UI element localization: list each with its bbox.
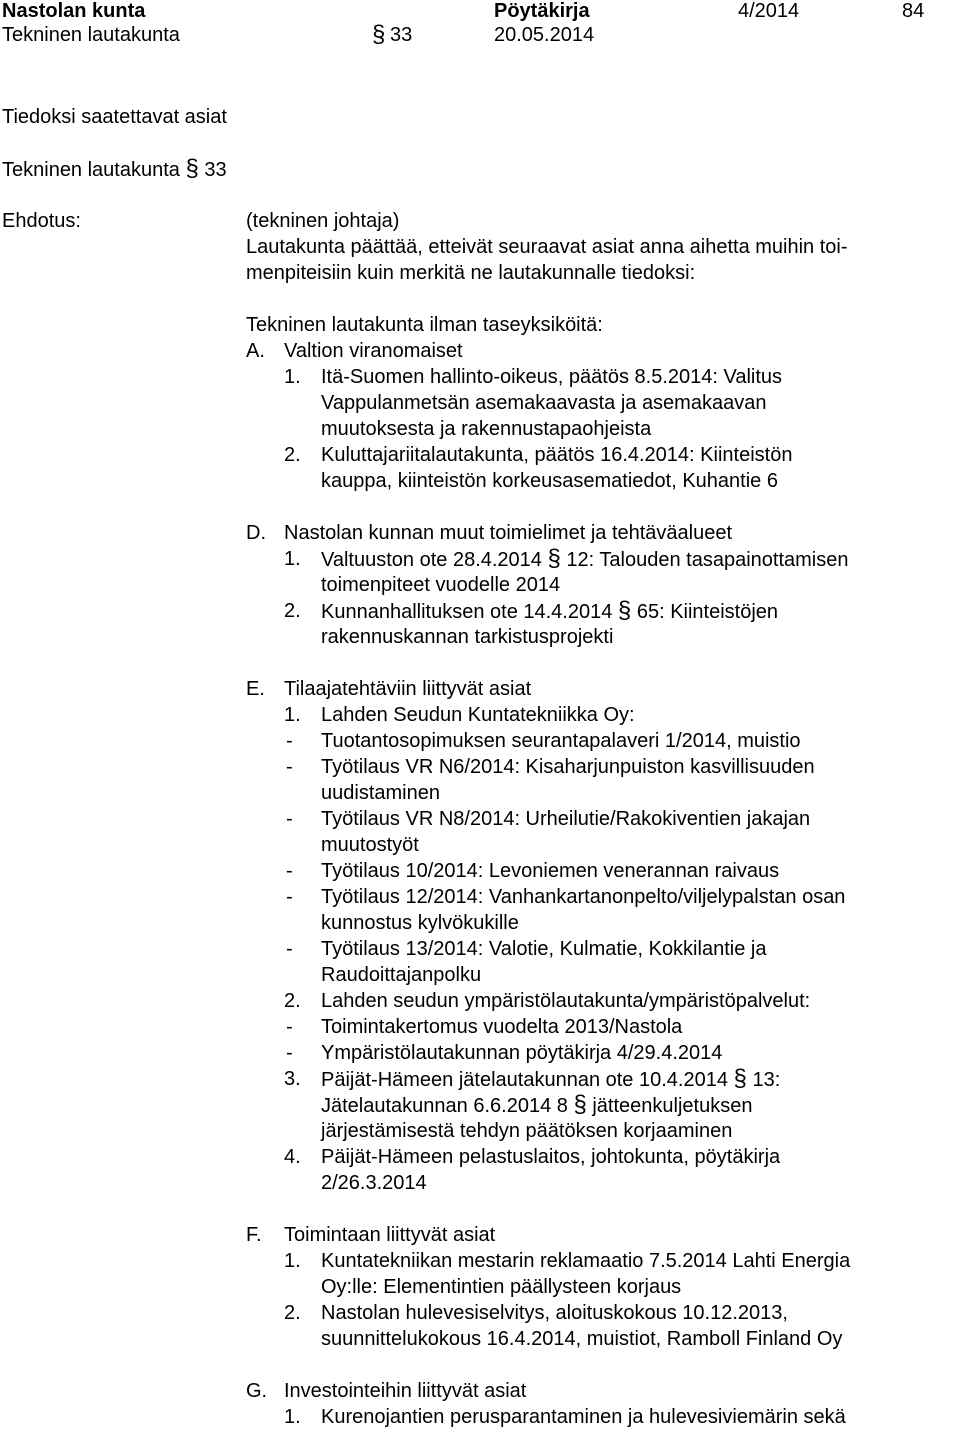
group-f-letter: F.	[246, 1224, 262, 1246]
group-a-title: Valtion viranomaiset	[284, 340, 463, 362]
list-item-line: toimenpiteet vuodelle 2014	[321, 574, 561, 596]
bullet-text: Ympäristölautakunnan pöytäkirja 4/29.4.2014	[321, 1042, 723, 1064]
list-item-line: Kuntatekniikan mestarin reklamaatio 7.5.2014 Lahti Energia	[321, 1250, 851, 1272]
bullet-text: uudistaminen	[321, 782, 440, 804]
list-item-line: Kurenojantien perusparantaminen ja hulevesiviemärin sekä	[321, 1406, 846, 1428]
proposal-text-line2: menpiteisiin kuin merkitä ne lautakunnalle tiedoksi:	[246, 262, 696, 284]
header-doc-number: 4/2014	[738, 0, 800, 22]
list-item-line: järjestämisestä tehdyn päätöksen korjaaminen	[321, 1120, 733, 1142]
list-item-number: 1.	[284, 1406, 301, 1428]
list-item-line	[321, 598, 778, 625]
section-sign: §	[573, 1091, 587, 1118]
group-f-title: Toimintaan liittyvät asiat	[284, 1224, 496, 1246]
bullet-dash: -	[286, 860, 293, 882]
list-item-text: Kunnanhallituksen ote 14.4.2014	[321, 601, 613, 623]
section-sign: §	[547, 545, 561, 572]
list-item-number: 1.	[284, 1250, 301, 1272]
bullet-text: Työtilaus 13/2014: Valotie, Kulmatie, Kokkilantie ja	[321, 938, 767, 960]
list-item-line: Lahden seudun ympäristölautakunta/ympäristöpalvelut:	[321, 990, 811, 1012]
list-item-number: 2.	[284, 990, 301, 1012]
header-board: Tekninen lautakunta	[2, 24, 180, 46]
section-title-number: 33	[204, 159, 227, 181]
list-item-line: suunnittelukokous 16.4.2014, muistiot, Ramboll Finland Oy	[321, 1328, 843, 1350]
bullet-dash: -	[286, 808, 293, 830]
section-sign: §	[733, 1065, 747, 1092]
list-item-text: 65: Kiinteistöjen	[636, 601, 779, 623]
list-item-number: 2.	[284, 1302, 301, 1324]
list-item-line: 2/26.3.2014	[321, 1172, 427, 1194]
list-item-text: 12: Talouden tasapainottamisen	[566, 549, 849, 571]
bullet-text: kunnostus kylvökukille	[321, 912, 519, 934]
list-item-line	[321, 1092, 752, 1119]
list-item-line	[321, 546, 848, 573]
group-a-letter: A.	[246, 340, 265, 362]
list-item-text: Jätelautakunnan 6.6.2014 8	[321, 1095, 568, 1117]
group-g-letter: G.	[246, 1380, 268, 1402]
intro-text: Tekninen lautakunta ilman taseyksiköitä:	[246, 314, 603, 336]
list-item-line: kauppa, kiinteistön korkeusasematiedot, Kuhantie 6	[321, 470, 778, 492]
list-item-line: Kuluttajariitalautakunta, päätös 16.4.2014: Kiinteistön	[321, 444, 793, 466]
group-e-title: Tilaajatehtäviin liittyvät asiat	[284, 678, 532, 700]
section-sign: §	[617, 597, 632, 624]
group-d-letter: D.	[246, 522, 266, 544]
list-item-number: 1.	[284, 704, 301, 726]
list-item-line: Nastolan hulevesiselvitys, aloituskokous 10.12.2013,	[321, 1302, 788, 1324]
list-item-number: 1.	[284, 548, 301, 570]
bullet-dash: -	[286, 730, 293, 752]
section-title	[2, 156, 227, 183]
bullet-dash: -	[286, 1042, 293, 1064]
section-title-sign: §	[185, 155, 199, 182]
list-item-text: Päijät-Hämeen jätelautakunnan ote 10.4.2014	[321, 1069, 728, 1091]
list-item-line: Vappulanmetsän asemakaavasta ja asemakaavan	[321, 392, 767, 414]
list-item-number: 1.	[284, 366, 301, 388]
list-item-text: Valtuuston ote 28.4.2014	[321, 549, 542, 571]
header-date: 20.05.2014	[494, 24, 595, 46]
bullet-text: Työtilaus VR N6/2014: Kisaharjunpuiston kasvillisuuden	[321, 756, 815, 778]
group-g-title: Investointeihin liittyvät asiat	[284, 1380, 527, 1402]
list-item-line: Päijät-Hämeen pelastuslaitos, johtokunta, pöytäkirja	[321, 1146, 781, 1168]
list-item-line: Itä-Suomen hallinto-oikeus, päätös 8.5.2014: Valitus	[321, 366, 783, 388]
bullet-text: Raudoittajanpolku	[321, 964, 482, 986]
bullet-text: Tuotantosopimuksen seurantapalaveri 1/2014, muistio	[321, 730, 801, 752]
list-item-text: jätteenkuljetuksen	[592, 1095, 753, 1117]
list-item-number: 2.	[284, 444, 301, 466]
bullet-text: Työtilaus 10/2014: Levoniemen venerannan raivaus	[321, 860, 780, 882]
proposal-label: Ehdotus:	[2, 210, 81, 232]
page-heading: Tiedoksi saatettavat asiat	[2, 106, 227, 128]
list-item-line	[321, 1066, 780, 1093]
bullet-dash: -	[286, 1016, 293, 1038]
bullet-text: Työtilaus VR N8/2014: Urheilutie/Rakokiventien jakajan	[321, 808, 811, 830]
list-item-line: Oy:lle: Elementintien päällysteen korjaus	[321, 1276, 682, 1298]
list-item-number: 4.	[284, 1146, 301, 1168]
list-item-number: 3.	[284, 1068, 301, 1090]
proposal-presenter: (tekninen johtaja)	[246, 210, 400, 232]
group-d-title: Nastolan kunnan muut toimielimet ja tehtäväalueet	[284, 522, 733, 544]
header-municipality: Nastolan kunta	[2, 0, 146, 22]
list-item-text: 13:	[752, 1069, 781, 1091]
bullet-text: Toimintakertomus vuodelta 2013/Nastola	[321, 1016, 683, 1038]
header-section-sign: §	[372, 21, 386, 48]
bullet-text: Työtilaus 12/2014: Vanhankartanonpelto/viljelypalstan osan	[321, 886, 846, 908]
bullet-text: muutostyöt	[321, 834, 419, 856]
list-item-line: Lahden Seudun Kuntatekniikka Oy:	[321, 704, 635, 726]
list-item-line: muutoksesta ja rakennustapaohjeista	[321, 418, 652, 440]
list-item-line: rakennuskannan tarkistusprojekti	[321, 626, 614, 648]
bullet-dash: -	[286, 886, 293, 908]
header-section-number: 33	[390, 24, 413, 46]
proposal-text-line1: Lautakunta päättää, etteivät seuraavat asiat anna aihetta muihin toi-	[246, 236, 848, 258]
bullet-dash: -	[286, 756, 293, 778]
header-doc-type: Pöytäkirja	[494, 0, 590, 22]
group-e-letter: E.	[246, 678, 265, 700]
section-title-board: Tekninen lautakunta	[2, 159, 180, 181]
bullet-dash: -	[286, 938, 293, 960]
header-page-number: 84	[902, 0, 925, 22]
list-item-number: 2.	[284, 600, 301, 622]
